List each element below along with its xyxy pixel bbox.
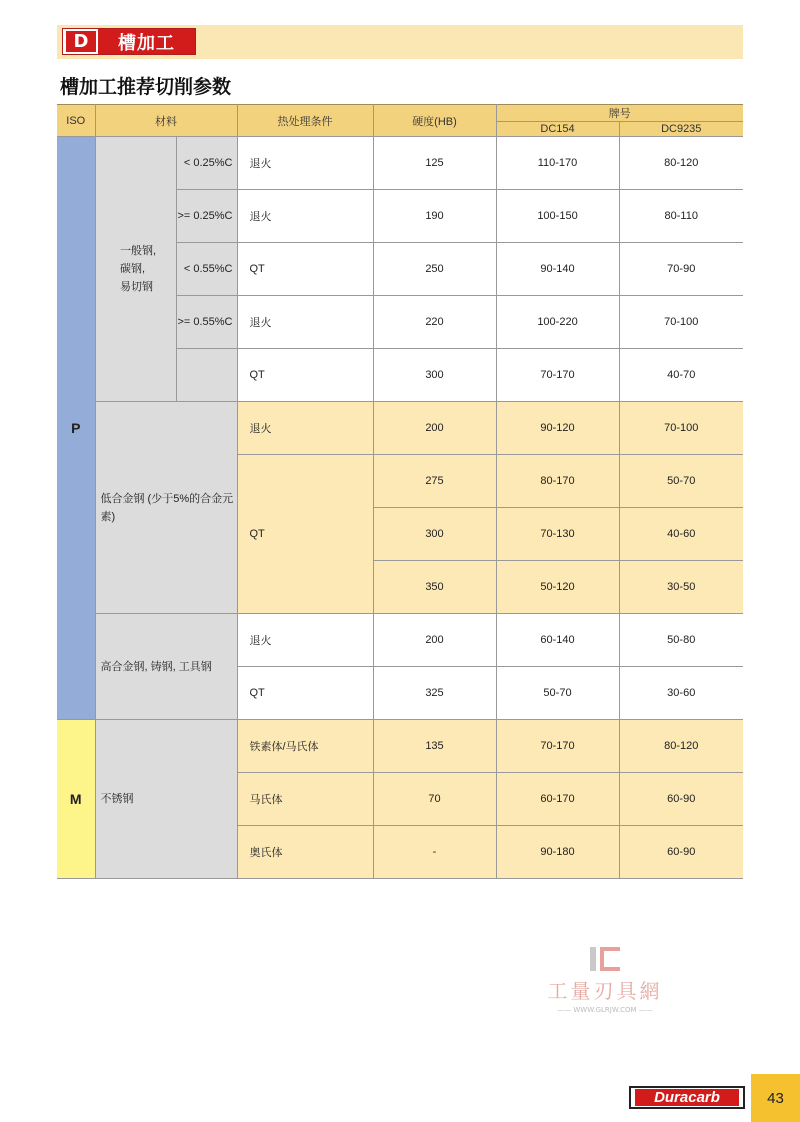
dc154-cell: 90-140	[496, 243, 619, 296]
header-material: 材料	[95, 105, 237, 137]
dc154-cell: 110-170	[496, 137, 619, 190]
dc9235-cell: 30-60	[619, 667, 743, 720]
dc9235-cell: 40-70	[619, 349, 743, 402]
dc154-cell: 70-170	[496, 720, 619, 773]
brand-name: Duracarb	[635, 1089, 739, 1106]
dc9235-cell: 30-50	[619, 561, 743, 614]
material-low-alloy-steel: 低合金钢 (少于5%的合金元素)	[95, 402, 237, 614]
carbon-content: < 0.55%C	[176, 243, 237, 296]
dc9235-cell: 70-100	[619, 296, 743, 349]
hardness-cell: 135	[373, 720, 496, 773]
dc9235-cell: 60-90	[619, 773, 743, 826]
heat-cell: 退火	[237, 402, 373, 455]
hardness-cell: 300	[373, 508, 496, 561]
dc154-cell: 50-70	[496, 667, 619, 720]
watermark-logo-icon	[588, 945, 622, 973]
dc154-cell: 60-170	[496, 773, 619, 826]
dc154-cell: 90-180	[496, 826, 619, 879]
dc9235-cell: 50-70	[619, 455, 743, 508]
iso-p-cell: P	[57, 137, 95, 720]
hardness-cell: 200	[373, 614, 496, 667]
carbon-content	[176, 349, 237, 402]
dc154-cell: 70-130	[496, 508, 619, 561]
section-logo	[62, 28, 196, 55]
carbon-content: < 0.25%C	[176, 137, 237, 190]
heat-cell: 铁素体/马氏体	[237, 720, 373, 773]
heat-cell: 退火	[237, 137, 373, 190]
dc154-cell: 60-140	[496, 614, 619, 667]
heat-cell: 退火	[237, 614, 373, 667]
header-heat-treatment: 热处理条件	[237, 105, 373, 137]
hardness-cell: 250	[373, 243, 496, 296]
logo-d-icon: D	[66, 31, 96, 52]
hardness-cell: 125	[373, 137, 496, 190]
dc154-cell: 100-150	[496, 190, 619, 243]
heat-cell: QT	[237, 667, 373, 720]
heat-cell: 奥氏体	[237, 826, 373, 879]
page-title: 槽加工推荐切削参数	[60, 76, 232, 98]
dc154-cell: 90-120	[496, 402, 619, 455]
carbon-content: >= 0.25%C	[176, 190, 237, 243]
dc9235-cell: 60-90	[619, 826, 743, 879]
header-grade: 牌号	[496, 105, 743, 122]
dc9235-cell: 80-110	[619, 190, 743, 243]
header-grade-dc154: DC154	[496, 122, 619, 137]
hardness-cell: 300	[373, 349, 496, 402]
heat-cell: 马氏体	[237, 773, 373, 826]
page-number: 43	[751, 1074, 800, 1122]
carbon-content: >= 0.55%C	[176, 296, 237, 349]
watermark-url: —— WWW.GLRJW.COM ——	[557, 1006, 653, 1014]
hardness-cell: 275	[373, 455, 496, 508]
heat-cell: 退火	[237, 296, 373, 349]
header-grade-dc9235: DC9235	[619, 122, 743, 137]
material-stainless-steel: 不锈钢	[95, 720, 237, 879]
heat-cell: QT	[237, 455, 373, 614]
dc9235-cell: 80-120	[619, 720, 743, 773]
watermark-text: 工量刃具網	[547, 979, 663, 1003]
header-iso: ISO	[57, 105, 95, 137]
section-label: 槽加工	[98, 29, 195, 54]
dc9235-cell: 70-100	[619, 402, 743, 455]
hardness-cell: 350	[373, 561, 496, 614]
brand-logo	[629, 1086, 745, 1109]
heat-cell: QT	[237, 349, 373, 402]
material-high-alloy-steel: 高合金钢, 铸钢, 工具钢	[95, 614, 237, 720]
dc9235-cell: 40-60	[619, 508, 743, 561]
dc9235-cell: 50-80	[619, 614, 743, 667]
dc154-cell: 70-170	[496, 349, 619, 402]
watermark	[530, 945, 680, 1014]
hardness-cell: 70	[373, 773, 496, 826]
heat-cell: QT	[237, 243, 373, 296]
heat-cell: 退火	[237, 190, 373, 243]
hardness-cell: 220	[373, 296, 496, 349]
dc9235-cell: 80-120	[619, 137, 743, 190]
dc154-cell: 100-220	[496, 296, 619, 349]
material-general-steel: 一般钢, 碳钢, 易切钢	[95, 137, 176, 402]
dc9235-cell: 70-90	[619, 243, 743, 296]
dc154-cell: 50-120	[496, 561, 619, 614]
hardness-cell: 190	[373, 190, 496, 243]
hardness-cell: 325	[373, 667, 496, 720]
cutting-parameters-table	[57, 104, 743, 879]
hardness-cell: 200	[373, 402, 496, 455]
iso-m-cell: M	[57, 720, 95, 879]
header-hardness: 硬度(HB)	[373, 105, 496, 137]
hardness-cell: -	[373, 826, 496, 879]
dc154-cell: 80-170	[496, 455, 619, 508]
